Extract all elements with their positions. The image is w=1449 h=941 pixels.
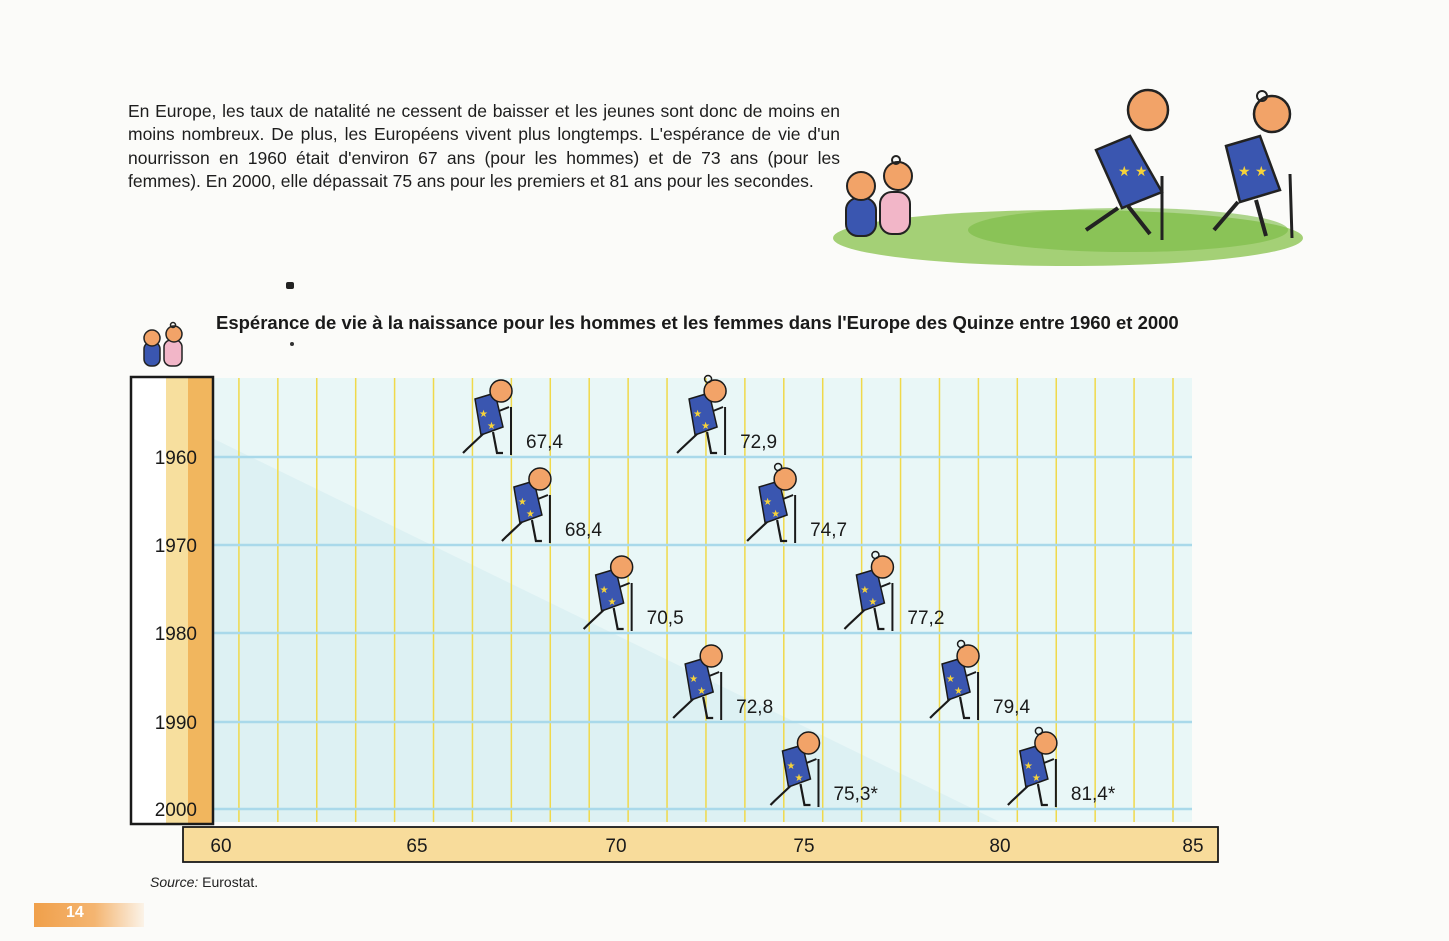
svg-text:★: ★ [701,421,711,432]
chart-title: Espérance de vie à la naissance pour les hommes et les femmes dans l'Europe des Quinze entre 1960 et 2000 [216,312,1179,333]
x-tick-label: 65 [406,836,428,857]
data-label: 72,9 [740,432,778,453]
data-label: 68,4 [564,520,602,541]
y-tick-label: 1980 [154,624,197,645]
y-tick-label: 1970 [154,536,197,557]
page-number-tab [34,903,144,927]
x-tick-label: 70 [605,836,627,857]
data-label: 77,2 [907,608,945,629]
svg-text:★: ★ [517,497,527,508]
svg-text:★: ★ [1031,773,1041,784]
year-axis-stripe [188,378,212,823]
svg-text:★: ★ [786,761,796,772]
svg-text:★ ★: ★ ★ [1118,164,1148,180]
x-tick-label: 60 [210,836,232,857]
svg-text:★: ★ [697,686,707,697]
y-tick-label: 1990 [154,713,197,734]
source-label: Source: [150,874,199,890]
x-tick-label: 75 [793,836,815,857]
x-tick-label: 85 [1182,836,1204,857]
y-tick-label: 1960 [154,448,197,469]
intro-paragraph: En Europe, les taux de natalité ne cessent de baisser et les jeunes sont donc de moins en moins nombreux. De plus, les Européens vivent plus longtemps. L'espérance de vie d'un nourrisson en 1960 était d'environ 67 ans (pour les hommes) et de 73 ans (pour les femmes). En 2000, elle dépassait 75 ans pour les premiers et 81 ans pour les secondes. [128,100,840,191]
x-tick-label: 80 [989,836,1011,857]
data-label: 75,3* [833,784,878,805]
svg-text:★: ★ [763,497,773,508]
svg-text:★ ★: ★ ★ [1238,164,1268,180]
data-label: 67,4 [526,432,563,453]
data-label: 72,8 [736,697,774,718]
data-label: 74,7 [810,520,848,541]
svg-text:★: ★ [1023,761,1033,772]
data-label: 79,4 [993,697,1031,718]
svg-text:★: ★ [525,509,535,520]
svg-text:★: ★ [868,597,878,608]
svg-text:★: ★ [946,674,956,685]
svg-text:★: ★ [487,421,496,432]
svg-text:★: ★ [860,585,870,596]
x-axis-band [183,827,1218,862]
svg-text:★: ★ [689,674,699,685]
svg-text:★: ★ [599,585,609,596]
source-note [150,874,258,890]
source-value: Eurostat. [202,874,259,890]
svg-text:★: ★ [771,509,781,520]
data-label: 81,4* [1070,784,1116,805]
page-number: 14 [66,904,84,921]
year-axis-stripe [166,378,188,823]
svg-text:★: ★ [954,686,964,697]
svg-text:★: ★ [607,597,617,608]
data-label: 70,5 [646,608,684,629]
svg-text:★: ★ [794,773,804,784]
svg-text:★: ★ [693,409,703,420]
svg-text:★: ★ [479,409,488,420]
y-tick-label: 2000 [154,800,197,821]
